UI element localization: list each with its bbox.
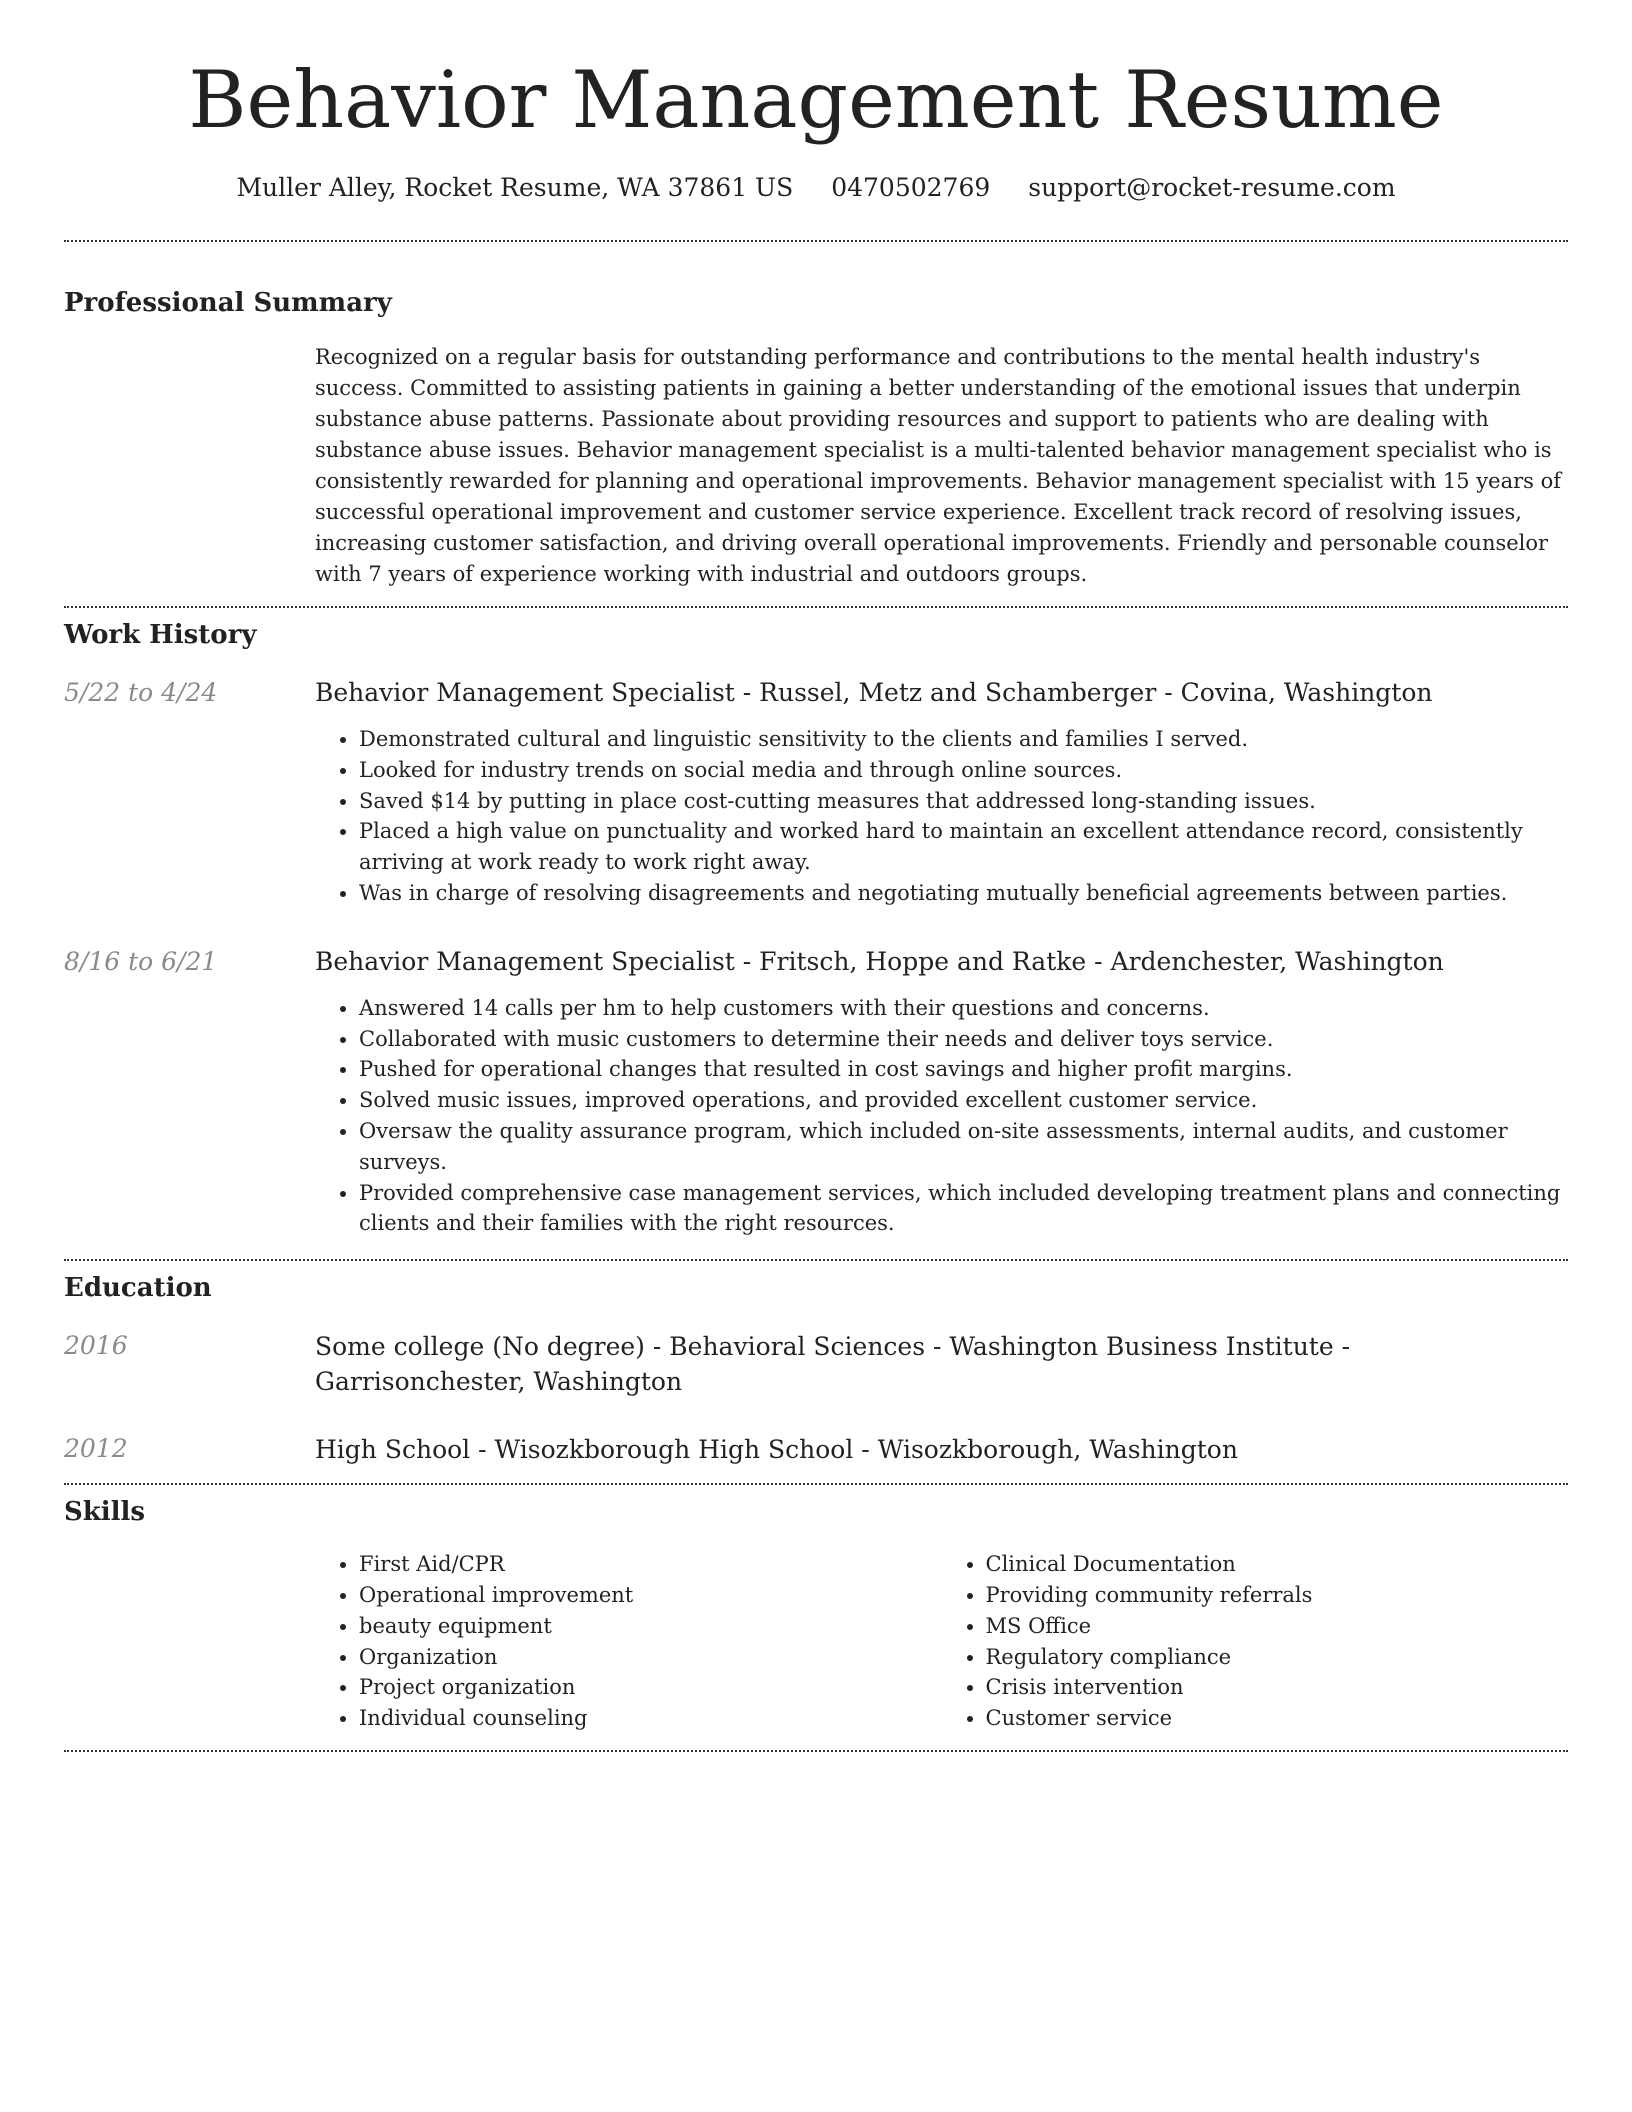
work-history-section <box>64 618 1568 1239</box>
education-entry <box>64 1432 1568 1467</box>
contact-phone: 0470502769 <box>831 173 991 202</box>
list-item: • Collaborated with music customers to determine their needs and deliver toys service. <box>359 1024 1568 1055</box>
job-bullets <box>359 993 1568 1239</box>
education-detail: Some college (No degree) - Behavioral Sciences - Washington Business Institute - Garrisonchester, Washington <box>315 1332 1351 1397</box>
skills-section <box>64 1495 1568 1734</box>
divider <box>64 1483 1568 1485</box>
skills-list-left <box>359 1549 942 1734</box>
list-item: • Was in charge of resolving disagreements and negotiating mutually beneficial agreements between parties. <box>359 878 1568 909</box>
list-item: • beauty equipment <box>359 1611 942 1642</box>
job-dates: 5/22 to 4/24 <box>64 678 218 707</box>
list-item: • Provided comprehensive case management services, which included developing treatment plans and connecting clients and their families with the right resources. <box>359 1178 1568 1240</box>
divider <box>64 606 1568 608</box>
divider <box>64 1259 1568 1261</box>
section-title-work-history: Work History <box>64 620 257 650</box>
list-item: • Customer service <box>986 1703 1569 1734</box>
list-item: • Looked for industry trends on social media and through online sources. <box>359 755 1568 786</box>
job-entry <box>64 945 1568 1239</box>
job-title: Behavior Management Specialist - Russel, Metz and Schamberger - Covina, Washington <box>315 678 1433 707</box>
contact-address: Muller Alley, Rocket Resume, WA 37861 US <box>236 173 794 202</box>
list-item: • MS Office <box>986 1611 1569 1642</box>
job-dates: 8/16 to 6/21 <box>64 946 218 976</box>
summary-section <box>64 286 1568 590</box>
job-entry <box>64 676 1568 909</box>
skills-list-right <box>986 1549 1569 1734</box>
education-section <box>64 1271 1568 1467</box>
skills-columns <box>315 1549 1568 1734</box>
education-year: 2016 <box>64 1331 128 1361</box>
list-item: • Answered 14 calls per hm to help customers with their questions and concerns. <box>359 993 1568 1024</box>
list-item: • Providing community referrals <box>986 1580 1569 1611</box>
job-bullets <box>359 724 1568 909</box>
list-item: • Pushed for operational changes that resulted in cost savings and higher profit margins. <box>359 1054 1568 1085</box>
list-item: • First Aid/CPR <box>359 1549 942 1580</box>
section-title-summary: Professional Summary <box>64 288 392 318</box>
list-item: • Operational improvement <box>359 1580 942 1611</box>
list-item: • Saved $14 by putting in place cost-cutting measures that addressed long-standing issues. <box>359 786 1568 817</box>
contact-email: support@rocket-resume.com <box>1028 173 1396 202</box>
education-detail: High School - Wisozkborough High School - Wisozkborough, Washington <box>315 1435 1238 1465</box>
education-year: 2012 <box>64 1434 128 1464</box>
section-title-education: Education <box>64 1273 212 1304</box>
contact-line <box>64 172 1568 204</box>
summary-text: Recognized on a regular basis for outstanding performance and contributions to the mental health industry's success. Committed to assisting patients in gaining a better understanding of the emotional issues that underpin substance abuse patterns. Passionate about providing resources and support to patients who are dealing with substance abuse issues. Behavior management specialist is a multi-talented behavior management specialist who is consistently rewarded for planning and operational improvements. Behavior management specialist with 15 years of successful operational improvement and customer service experience. Excellent track record of resolving issues, increasing customer satisfaction, and driving overall operational improvements. Friendly and personable counselor with 7 years of experience working with industrial and outdoors groups. <box>315 345 1562 586</box>
divider <box>64 1750 1568 1752</box>
list-item: • Regulatory compliance <box>986 1642 1569 1673</box>
resume-title: Behavior Management Resume <box>188 54 1444 146</box>
divider <box>64 240 1568 242</box>
list-item: • Oversaw the quality assurance program, which included on-site assessments, internal audits, and customer surveys. <box>359 1116 1568 1178</box>
list-item: • Crisis intervention <box>986 1672 1569 1703</box>
list-item: • Solved music issues, improved operations, and provided excellent customer service. <box>359 1085 1568 1116</box>
list-item: • Clinical Documentation <box>986 1549 1569 1580</box>
list-item: • Individual counseling <box>359 1703 942 1734</box>
job-title: Behavior Management Specialist - Fritsch, Hoppe and Ratke - Ardenchester, Washington <box>315 946 1444 976</box>
list-item: • Organization <box>359 1642 942 1673</box>
education-entry <box>64 1329 1568 1399</box>
list-item: • Demonstrated cultural and linguistic sensitivity to the clients and families I served. <box>359 724 1568 755</box>
list-item: • Project organization <box>359 1672 942 1703</box>
list-item: • Placed a high value on punctuality and worked hard to maintain an excellent attendance record, consistently arriving at work ready to work right away. <box>359 816 1568 878</box>
section-title-skills: Skills <box>64 1497 146 1528</box>
